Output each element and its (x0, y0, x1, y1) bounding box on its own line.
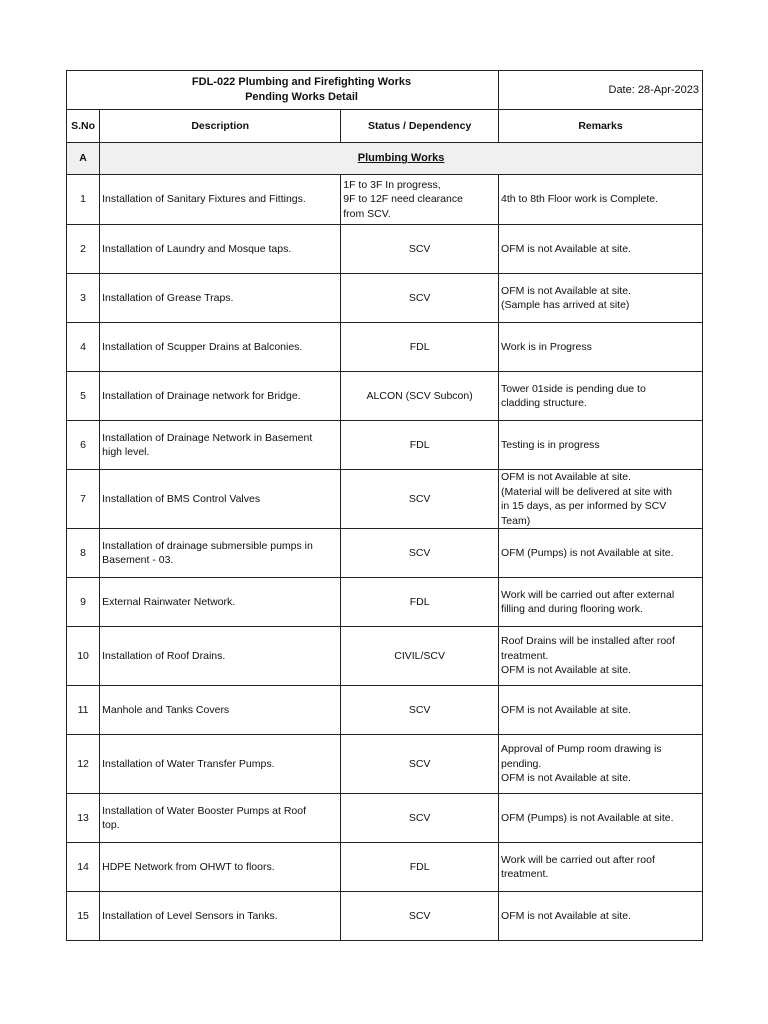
row-sno-cell (67, 686, 100, 735)
row-description-cell (100, 735, 341, 794)
row-sno-cell (67, 470, 100, 529)
row-status-cell (341, 686, 499, 735)
row-remarks: Tower 01side is pending due to cladding structure. (501, 382, 646, 409)
row-remarks: OFM is not Available at site. (501, 909, 631, 922)
column-header-status: Status / Dependency (341, 110, 499, 143)
row-remarks-cell (499, 421, 703, 470)
row-description: Installation of Roof Drains. (102, 649, 226, 662)
row-description: Installation of Laundry and Mosque taps. (102, 242, 292, 255)
pending-works-table (66, 70, 703, 941)
row-sno: 11 (77, 703, 89, 716)
table-row (67, 421, 703, 470)
row-status: SCV (408, 909, 431, 922)
row-status-cell (341, 627, 499, 686)
row-remarks-cell (499, 470, 703, 529)
row-description: Installation of Scupper Drains at Balconies. (102, 340, 303, 353)
row-sno: 13 (77, 811, 89, 824)
row-status-cell (341, 470, 499, 529)
table-row (67, 274, 703, 323)
row-remarks: OFM (Pumps) is not Available at site. (501, 546, 674, 559)
row-description-cell (100, 372, 341, 421)
row-description-cell (100, 794, 341, 843)
row-remarks-cell (499, 892, 703, 941)
row-description-cell (100, 627, 341, 686)
table-body (67, 175, 703, 941)
table-row (67, 794, 703, 843)
row-sno: 15 (77, 909, 89, 922)
table-row (67, 892, 703, 941)
row-status-cell (341, 225, 499, 274)
row-remarks: Work is in Progress (501, 340, 592, 353)
row-sno-cell (67, 627, 100, 686)
table-row (67, 735, 703, 794)
document-title (67, 71, 499, 110)
row-description: HDPE Network from OHWT to floors. (102, 860, 275, 873)
table-row (67, 175, 703, 225)
row-sno-cell (67, 892, 100, 941)
row-description: Manhole and Tanks Covers (102, 703, 230, 716)
row-remarks: OFM (Pumps) is not Available at site. (501, 811, 674, 824)
row-sno-cell (67, 578, 100, 627)
row-sno: 2 (80, 242, 86, 255)
row-remarks-cell (499, 225, 703, 274)
row-sno: 14 (77, 860, 89, 873)
row-remarks-cell (499, 372, 703, 421)
row-status: SCV (408, 546, 431, 559)
row-status-cell (341, 175, 499, 225)
row-remarks: Work will be carried out after external filling and during flooring work. (501, 588, 675, 615)
row-status-cell (341, 843, 499, 892)
row-status: FDL (409, 438, 430, 451)
row-sno-cell (67, 274, 100, 323)
row-sno-cell (67, 735, 100, 794)
row-sno: 12 (77, 757, 89, 770)
row-description: External Rainwater Network. (102, 595, 236, 608)
row-sno-cell (67, 794, 100, 843)
row-status: SCV (408, 492, 431, 505)
row-description-cell (100, 529, 341, 578)
row-description-cell (100, 470, 341, 529)
title-line-1: FDL-022 Plumbing and Firefighting Works (191, 76, 412, 88)
row-description-cell (100, 225, 341, 274)
row-status-cell (341, 529, 499, 578)
row-remarks: OFM is not Available at site. (501, 242, 631, 255)
row-status: SCV (408, 811, 431, 824)
row-sno: 4 (80, 340, 86, 353)
section-id: A (67, 143, 100, 175)
table-row (67, 627, 703, 686)
row-description-cell (100, 175, 341, 225)
title-line-2: Pending Works Detail (245, 91, 358, 103)
row-sno-cell (67, 421, 100, 470)
row-sno-cell (67, 529, 100, 578)
row-status: SCV (408, 242, 431, 255)
document-date: Date: 28-Apr-2023 (499, 71, 703, 110)
row-status: ALCON (SCV Subcon) (366, 389, 473, 402)
row-status: FDL (409, 860, 430, 873)
row-sno-cell (67, 323, 100, 372)
row-description-cell (100, 274, 341, 323)
row-remarks-cell (499, 794, 703, 843)
row-remarks: Roof Drains will be installed after roof treatment. OFM is not Available at site. (501, 635, 675, 677)
row-status: SCV (408, 291, 431, 304)
row-remarks: 4th to 8th Floor work is Complete. (501, 193, 659, 206)
section-title: Plumbing Works (100, 143, 703, 175)
row-status-cell (341, 578, 499, 627)
row-sno: 5 (80, 389, 86, 402)
column-header-row (67, 110, 703, 143)
row-sno-cell (67, 843, 100, 892)
row-description: Installation of BMS Control Valves (102, 492, 261, 505)
row-description-cell (100, 843, 341, 892)
row-description-cell (100, 421, 341, 470)
row-remarks-cell (499, 578, 703, 627)
row-remarks: OFM is not Available at site. (Sample has arrived at site) (501, 284, 631, 311)
row-status: FDL (409, 595, 430, 608)
row-status-cell (341, 372, 499, 421)
row-status: SCV (408, 757, 431, 770)
row-sno: 7 (80, 492, 86, 505)
row-status: CIVIL/SCV (394, 649, 446, 662)
row-remarks-cell (499, 323, 703, 372)
row-description: Installation of Grease Traps. (102, 291, 234, 304)
row-sno: 10 (77, 649, 89, 662)
row-status: SCV (408, 703, 431, 716)
row-description-cell (100, 323, 341, 372)
column-header-remarks: Remarks (499, 110, 703, 143)
table-row (67, 470, 703, 529)
section-row (67, 143, 703, 175)
title-row (67, 71, 703, 110)
table-row (67, 323, 703, 372)
row-remarks: Testing is in progress (501, 438, 600, 451)
row-remarks: OFM is not Available at site. (Material will be delivered at site with in 15 days, as per informed by SCV Team) (501, 471, 673, 527)
row-remarks: OFM is not Available at site. (501, 703, 631, 716)
row-remarks-cell (499, 843, 703, 892)
row-sno: 8 (80, 546, 86, 559)
row-status-cell (341, 892, 499, 941)
row-remarks-cell (499, 735, 703, 794)
row-remarks-cell (499, 274, 703, 323)
row-sno: 9 (80, 595, 86, 608)
row-remarks-cell (499, 627, 703, 686)
row-status-cell (341, 421, 499, 470)
column-header-sno: S.No (67, 110, 100, 143)
row-description-cell (100, 578, 341, 627)
table-row (67, 529, 703, 578)
row-description: Installation of Water Transfer Pumps. (102, 757, 275, 770)
row-status-cell (341, 274, 499, 323)
column-header-description: Description (100, 110, 341, 143)
row-status: 1F to 3F In progress, 9F to 12F need clearance from SCV. (343, 178, 463, 220)
row-status-cell (341, 735, 499, 794)
row-description: Installation of Drainage network for Bridge. (102, 389, 301, 402)
row-description-cell (100, 892, 341, 941)
row-description: Installation of Water Booster Pumps at Roof top. (102, 804, 307, 831)
table-row (67, 225, 703, 274)
row-remarks: Work will be carried out after roof treatment. (501, 853, 655, 880)
table-row (67, 578, 703, 627)
table-row (67, 843, 703, 892)
row-description: Installation of Level Sensors in Tanks. (102, 909, 278, 922)
row-sno: 1 (80, 193, 86, 206)
row-description: Installation of drainage submersible pumps in Basement - 03. (102, 539, 313, 566)
row-remarks-cell (499, 529, 703, 578)
table-row (67, 372, 703, 421)
row-sno-cell (67, 372, 100, 421)
row-remarks-cell (499, 175, 703, 225)
row-sno-cell (67, 225, 100, 274)
row-sno-cell (67, 175, 100, 225)
table-row (67, 686, 703, 735)
row-description-cell (100, 686, 341, 735)
row-description: Installation of Drainage Network in Basement high level. (102, 431, 313, 458)
row-status-cell (341, 323, 499, 372)
row-sno: 3 (80, 291, 86, 304)
row-remarks-cell (499, 686, 703, 735)
row-remarks: Approval of Pump room drawing is pending. OFM is not Available at site. (501, 743, 662, 785)
row-status: FDL (409, 340, 430, 353)
row-sno: 6 (80, 438, 86, 451)
row-status-cell (341, 794, 499, 843)
row-description: Installation of Sanitary Fixtures and Fittings. (102, 193, 306, 206)
